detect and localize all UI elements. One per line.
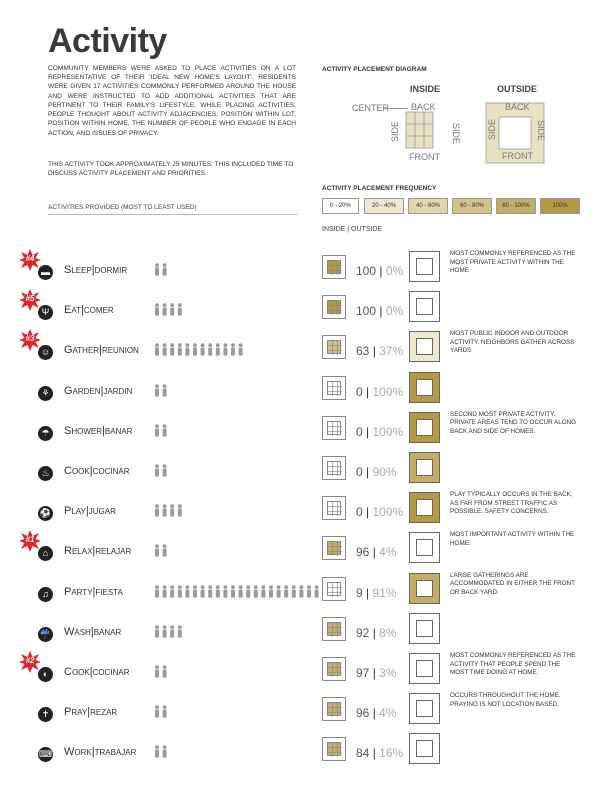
inside-grid — [327, 702, 341, 716]
shower-icon: ☂ — [38, 426, 53, 441]
ball-icon: ⚽ — [38, 506, 53, 521]
inside-placement-cell — [322, 617, 346, 641]
frequency-key-item: 0 - 20% — [322, 198, 359, 214]
name-separator: | — [92, 585, 96, 598]
inside-percent: 97 — [356, 666, 370, 680]
activity-spanish: relajar — [95, 545, 132, 558]
name-separator: | — [91, 746, 95, 759]
value-separator: | — [369, 706, 380, 721]
rank-label: #3 — [25, 334, 35, 344]
activity-spanish: banar — [93, 625, 122, 638]
activity-row — [0, 327, 612, 365]
outside-front-label: FRONT — [502, 151, 533, 161]
sofa-icon: ⌂ — [38, 546, 53, 561]
house-footprint — [416, 580, 433, 597]
inside-outside-values — [356, 465, 397, 479]
pan-icon: ◐ — [38, 667, 53, 682]
inside-outside-values — [356, 626, 397, 640]
activity-row — [0, 287, 612, 325]
house-footprint — [416, 499, 433, 516]
activity-note: OCCURS THROUGHOUT THE HOME, PRAYING IS NOT LOCATION BASED. — [450, 692, 561, 708]
person-icons — [154, 303, 184, 316]
outside-placement-cell — [409, 291, 440, 322]
activity-name — [64, 545, 131, 557]
inside-percent: 0 — [356, 384, 363, 399]
activity-name — [64, 706, 117, 718]
bed-icon: ▬ — [38, 265, 53, 280]
fork-knife-icon: Ψ — [38, 305, 53, 320]
outside-percent: 16% — [379, 746, 404, 761]
inside-placement-cell — [322, 577, 346, 601]
inside-back-label: BACK — [411, 102, 436, 112]
outside-placement-cell — [409, 733, 440, 764]
people-count — [154, 504, 184, 520]
diagram-outside-label: OUTSIDE — [497, 84, 538, 94]
inside-outside-values — [356, 706, 397, 720]
person-icons — [154, 263, 169, 276]
outside-percent: 0% — [385, 304, 404, 319]
outside-back-label: BACK — [505, 102, 530, 112]
name-separator: | — [91, 264, 95, 276]
activity-name — [64, 304, 114, 316]
rank-badge — [19, 329, 41, 351]
value-separator: | — [376, 264, 386, 278]
divider — [48, 214, 298, 215]
plant-icon: ⚘ — [38, 386, 53, 401]
name-separator: | — [85, 505, 89, 518]
name-separator: | — [99, 344, 102, 357]
house-footprint — [416, 419, 433, 436]
outside-percent: 100% — [372, 424, 404, 439]
inside-percent: 0 — [356, 465, 363, 479]
house-footprint — [416, 379, 433, 396]
people-count — [154, 343, 245, 359]
house-footprint — [416, 740, 433, 757]
outside-placement-cell — [409, 331, 440, 362]
inside-grid — [327, 662, 341, 676]
activity-name — [64, 586, 123, 598]
activity-spanish: rezar — [90, 706, 118, 719]
inside-outside-values — [356, 385, 403, 399]
inside-percent: 9 — [356, 585, 363, 600]
intro-text: COMMUNITY MEMBERS WERE ASKED TO PLACE ACTIVITIES ON A LOT REPRESENTATIVE OF THEIR 'IDEAL NEW HOME'S LAYOUT'. RESIDENTS WERE GIVEN 17 ACTIVITIES COMMONLY PERFORMED AROUND THE HOUSE AND WERE INSTRUCTED TO ADD ADDITIONAL ACTIVITIES THAT ARE PERTINENT TO THEIR FAMILY'S LIFESTYLE. WHILE PLACING ACTIVITIES, PEOPLE THOUGHT ABOUT ACTIVITY ADJACENCIES, POSITION WITHIN LOT, POSITION WITHIN HOME, THE NUMBER OF PEOPLE WHO ENGAGE IN EACH ACTION, AND ISSUES OF PRIVACY. — [48, 65, 296, 137]
outside-placement-cell — [409, 452, 440, 483]
outside-placement-cell — [409, 492, 440, 523]
activity-name — [64, 425, 132, 437]
activity-name — [64, 746, 136, 758]
inside-side-right-label: SIDE — [451, 123, 461, 145]
activity-english: Party — [64, 585, 93, 598]
house-footprint — [416, 700, 433, 717]
person-icons — [154, 665, 169, 678]
people-count — [154, 585, 321, 601]
activity-note: SECOND MOST PRIVATE ACTIVITY. PRIVATE AREAS TEND TO OCCUR ALONG BACK AND SIDE OF HOMES. — [450, 410, 577, 435]
outside-percent: 100% — [372, 505, 404, 520]
outside-placement-cell — [409, 532, 440, 563]
diagram-heading: ACTIVITY PLACEMENT DIAGRAM — [322, 66, 427, 73]
name-separator: | — [89, 666, 93, 678]
inside-placement-cell — [322, 255, 346, 279]
value-separator: | — [362, 505, 373, 520]
frequency-heading: ACTIVITY PLACEMENT FREQUENCY — [322, 185, 437, 192]
inside-outside-values — [356, 304, 403, 318]
activity-spanish: jugar — [88, 505, 116, 518]
activity-name — [64, 666, 129, 678]
inside-percent: 96 — [356, 706, 370, 721]
page-title: Activity — [48, 22, 167, 60]
house-footprint — [416, 620, 433, 637]
rank-label: #2 — [25, 656, 35, 665]
value-separator: | — [369, 666, 380, 680]
person-icons — [154, 464, 169, 477]
diagram-center-label: CENTER — [352, 103, 390, 113]
outside-side-left-label: SIDE — [487, 118, 497, 140]
frequency-key-item: 80 - 100% — [496, 198, 536, 214]
rank-badge — [19, 249, 41, 271]
house-footprint — [416, 459, 433, 476]
rank-badge — [19, 651, 41, 673]
people-count — [154, 665, 169, 681]
outside-percent: 4% — [379, 545, 397, 560]
name-separator: | — [87, 706, 91, 719]
diagram-inside-label: INSIDE — [410, 84, 441, 94]
person-icons — [154, 424, 169, 437]
person-icons — [154, 745, 169, 758]
inside-percent: 100 — [356, 264, 377, 278]
people-count — [154, 705, 169, 721]
activity-english: Shower — [64, 424, 103, 437]
value-separator: | — [362, 585, 373, 600]
activity-name — [64, 344, 139, 356]
inside-grid — [327, 260, 341, 274]
inside-outside-values — [356, 746, 403, 760]
frequency-key-item: 20 - 40% — [364, 198, 404, 214]
frequency-key-item: 100% — [540, 198, 580, 214]
inside-placement-cell — [322, 737, 346, 761]
people-count — [154, 303, 184, 319]
inside-placement-cell — [322, 416, 346, 440]
inside-percent: 96 — [356, 545, 370, 560]
inside-placement-cell — [322, 295, 346, 319]
people-count — [154, 464, 169, 480]
activity-row — [0, 528, 612, 566]
activity-note: PLAY TYPICALLY OCCURS IN THE BACK, AS FAR FROM STREET TRAFFIC AS POSSIBLE. SAFETY CONCERNS. — [450, 491, 573, 516]
rank-badge — [19, 530, 41, 552]
inside-grid — [327, 501, 341, 515]
activity-row — [0, 689, 612, 727]
outside-placement-cell — [409, 412, 440, 443]
inside-placement-cell — [322, 536, 346, 560]
value-separator: | — [369, 344, 380, 359]
activity-english: Sleep — [64, 264, 92, 276]
inside-grid — [327, 340, 341, 354]
rank-label: #5 — [25, 294, 35, 304]
outside-placement-cell — [409, 653, 440, 684]
name-separator: | — [102, 424, 105, 437]
inside-percent: 92 — [356, 625, 370, 640]
activity-row — [0, 488, 612, 526]
inside-grid — [327, 541, 341, 555]
outside-placement-cell — [409, 251, 440, 282]
inside-side-left-label: SIDE — [390, 120, 400, 142]
activity-name — [64, 465, 129, 477]
person-icons — [154, 625, 184, 638]
inside-outside-values — [356, 545, 397, 559]
value-separator: | — [376, 304, 386, 319]
laptop-icon: ⌨ — [38, 747, 53, 762]
outside-percent: 37% — [379, 344, 404, 359]
activity-english: Play — [64, 505, 86, 518]
activity-row — [0, 368, 612, 406]
value-separator: | — [362, 384, 373, 399]
house-footprint — [416, 660, 433, 677]
activity-spanish: trabajar — [94, 746, 137, 759]
activity-row — [0, 247, 612, 285]
activity-name — [64, 505, 116, 517]
activity-row — [0, 609, 612, 647]
outside-placement-cell — [409, 573, 440, 604]
outside-percent: 3% — [379, 666, 397, 680]
inside-grid — [327, 622, 341, 636]
inside-outside-values — [356, 425, 403, 439]
people-count — [154, 544, 169, 560]
activity-spanish: comer — [83, 304, 114, 317]
inside-placement-cell — [322, 456, 346, 480]
inside-percent: 0 — [356, 505, 363, 520]
people-count — [154, 263, 169, 279]
activity-note: MOST COMMONLY REFERENCED AS THE MOST PRIVATE ACTIVITY WITHIN THE HOME — [450, 250, 576, 274]
activity-english: Cook — [64, 666, 90, 678]
activity-spanish: banar — [104, 424, 133, 437]
person-icons — [154, 705, 169, 718]
rank-label: #1 — [25, 535, 35, 545]
activity-english: Work — [64, 746, 92, 759]
person-icons — [154, 504, 184, 517]
outside-percent: 91% — [372, 585, 397, 600]
house-footprint — [416, 539, 433, 556]
faucet-icon: ☔ — [38, 627, 53, 642]
outside-percent: 8% — [379, 625, 397, 640]
people-count — [154, 625, 184, 641]
name-separator: | — [89, 465, 93, 477]
people-count — [154, 424, 169, 440]
inside-grid — [327, 742, 341, 756]
inside-percent: 100 — [356, 304, 377, 319]
activity-note: MOST COMMONLY REFERENCED AS THE ACTIVITY THAT PEOPLE SPEND THE MOST TIME DOING AT HOME. — [450, 652, 576, 676]
activity-name — [64, 385, 132, 397]
inside-placement-cell — [322, 496, 346, 520]
person-icons — [154, 544, 169, 557]
value-separator: | — [369, 625, 380, 640]
inside-outside-values — [356, 505, 403, 519]
activity-spanish: reunion — [101, 344, 139, 357]
inside-grid — [327, 461, 341, 475]
name-separator: | — [100, 384, 104, 397]
activity-row — [0, 569, 612, 607]
value-separator: | — [369, 746, 380, 761]
activity-spanish: cocinar — [92, 465, 130, 477]
people-count — [154, 384, 169, 400]
value-separator: | — [362, 424, 373, 439]
value-separator: | — [369, 545, 380, 560]
name-separator: | — [90, 625, 94, 638]
activity-row — [0, 448, 612, 486]
activity-spanish: jardin — [103, 384, 133, 397]
activity-english: Cook — [64, 465, 90, 477]
activity-english: Pray — [64, 706, 88, 719]
inside-percent: 0 — [356, 424, 363, 439]
house-footprint — [416, 338, 433, 355]
rank-label: #4 — [25, 254, 35, 263]
activity-spanish: cocinar — [92, 666, 130, 678]
activity-note: MOST IMPORTANT ACTIVITY WITHIN THE HOME. — [450, 531, 575, 547]
activity-spanish: dormir — [94, 264, 128, 276]
activity-name — [64, 264, 127, 276]
outside-percent: 90% — [372, 465, 397, 479]
activity-english: Garden — [64, 384, 101, 397]
activity-row — [0, 729, 612, 767]
rank-badge — [19, 289, 41, 311]
outside-percent: 4% — [379, 706, 397, 721]
inside-placement-cell — [322, 335, 346, 359]
pray-icon: ✝ — [38, 707, 53, 722]
outside-placement-cell — [409, 693, 440, 724]
activity-spanish: fiesta — [95, 585, 123, 598]
house-footprint — [416, 258, 433, 275]
inside-outside-label: INSIDE | OUTSIDE — [322, 226, 383, 233]
inside-placement-cell — [322, 697, 346, 721]
people-group-icon: ☺ — [38, 345, 53, 360]
outside-placement-cell — [409, 613, 440, 644]
activity-english: Wash — [64, 625, 91, 638]
activity-note: LARGE GATHERINGS ARE ACCOMMODATED IN EITHER THE FRONT OR BACK YARD. — [450, 571, 575, 596]
inside-grid — [327, 300, 341, 314]
inside-outside-values — [356, 586, 397, 600]
inside-outside-values — [356, 666, 397, 680]
inside-grid — [327, 582, 341, 596]
inside-placement-cell — [322, 657, 346, 681]
outside-percent: 0% — [385, 264, 404, 278]
name-separator: | — [92, 545, 96, 558]
house-footprint — [416, 298, 433, 315]
inside-outside-values — [356, 264, 403, 278]
outside-placement-cell — [409, 372, 440, 403]
grill-icon: ♨ — [38, 466, 53, 481]
activity-row — [0, 649, 612, 687]
time-note: THIS ACTIVITY TOOK APPROXIMATELY 25 MINUTES. THIS INCLUDED TIME TO DISCUSS ACTIVITY PLACEMENT AND PRIORITIES. — [48, 161, 294, 178]
frequency-key-item: 60 - 80% — [452, 198, 492, 214]
party-icon: ♫ — [38, 587, 53, 602]
activity-note: MOST PUBLIC INDOOR AND OUTDOOR ACTIVITY. NEIGHBORS GATHER ACROSS YARDS — [450, 330, 575, 355]
activities-provided-label: ACTIVITIES PROVIDED (MOST TO LEAST USED) — [48, 204, 197, 211]
inside-outside-values — [356, 344, 403, 358]
person-icons — [154, 384, 169, 397]
frequency-key-item: 40 - 60% — [408, 198, 448, 214]
person-icons — [154, 343, 245, 356]
activity-row — [0, 408, 612, 446]
inside-placement-cell — [322, 376, 346, 400]
outside-percent: 100% — [372, 384, 404, 399]
inside-grid — [327, 381, 341, 395]
inside-percent: 63 — [356, 344, 370, 359]
activity-name — [64, 626, 121, 638]
inside-percent: 84 — [356, 746, 370, 761]
person-icons — [154, 585, 321, 598]
inside-grid — [327, 421, 341, 435]
activity-english: Relax — [64, 545, 93, 558]
value-separator: | — [362, 465, 373, 479]
activity-english: Gather — [64, 344, 100, 357]
name-separator: | — [80, 304, 84, 317]
people-count — [154, 745, 169, 761]
activity-english: Eat — [64, 304, 81, 317]
outside-side-right-label: SIDE — [536, 120, 546, 142]
inside-front-label: FRONT — [409, 152, 440, 162]
